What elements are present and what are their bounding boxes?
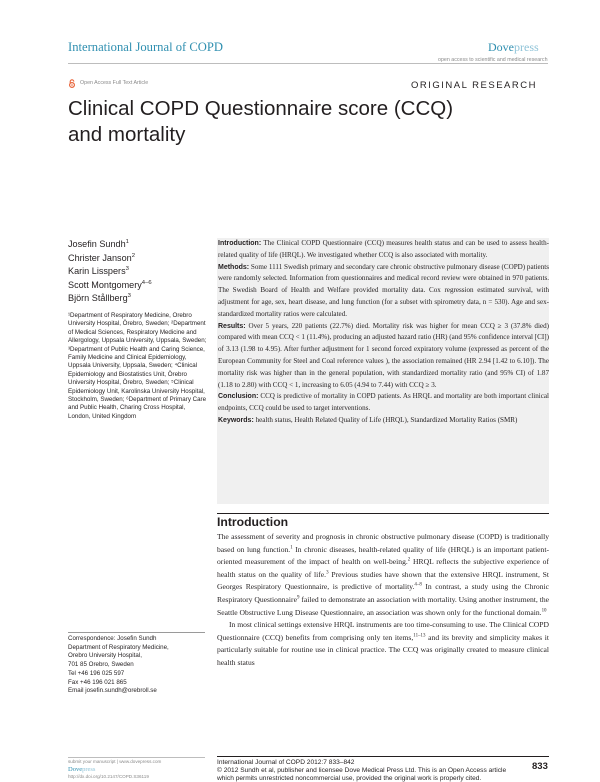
correspondence-divider [68, 632, 205, 633]
author: Christer Janson$^2$ [68, 252, 135, 263]
footer-divider-right [217, 756, 549, 757]
article-title [68, 96, 538, 148]
footer-license: which permits unrestricted noncommercial use, provided the original work is properly cited. [217, 775, 482, 782]
doi-link[interactable]: http://dx.doi.org/10.2147/COPD.S36119 [68, 774, 149, 779]
author: Karin Lisspers$^3$ [68, 265, 129, 276]
correspondence-line: Correspondence: Josefin Sundh [68, 635, 157, 642]
author: Björn Stållberg$^3$ [68, 292, 131, 303]
correspondence [68, 635, 208, 696]
introduction-body [217, 531, 549, 670]
citation-ref[interactable]: 10 [541, 608, 547, 614]
citation-ref[interactable]: 3 [326, 570, 329, 576]
author-list [68, 238, 152, 306]
article-title-line-2: and mortality [68, 123, 186, 146]
footer-divider-left [68, 757, 205, 758]
page-number: 833 [532, 761, 548, 772]
abstract-introduction: Introduction: The Clinical COPD Questionnaire (CCQ) measures health status and can be used to assess health-related quality of life (HRQL). We investigated whether CCQ is also associated with mortality. [218, 239, 549, 259]
abstract-conclusion: Conclusion: CCQ is predictive of mortality in COPD patients. As HRQL and mortality are both important clinical endpoints, CCQ could be used to target interventions. [218, 392, 549, 413]
footer-citation: International Journal of COPD 2012:7 833–842 [217, 759, 355, 766]
section-heading-introduction: Introduction [217, 515, 289, 529]
correspondence-line: Department of Respiratory Medicine, [68, 643, 169, 651]
paragraph: In most clinical settings extensive HRQL instruments are too time-consuming to use. The Clinical COPD Questionnaire (CCQ) benefits from comprising only ten items,$^{11-13}$ and its brevity and simplicity makes it particularly suitable for routine use in clinical practice. The CCQ was originally created to measure clinical health status [217, 620, 549, 667]
citation-ref[interactable]: 11–13 [413, 633, 426, 639]
correspondence-line: Tel +46 196 025 597 [68, 669, 125, 677]
correspondence-line: 701 85 Orebro, Sweden [68, 661, 134, 669]
abstract-box [217, 238, 549, 504]
footer-copyright: © 2012 Sundh et al, publisher and licensee Dove Medical Press Ltd. This is an Open Access article [217, 767, 507, 774]
citation-ref[interactable]: 4–8 [414, 582, 422, 588]
abstract-methods: Methods: Some 1111 Swedish primary and secondary care chronic obstructive pulmonary disease (COPD) patients were randomly selected. Information from questionnaires and medical record review were obtained in 970 patients. The Swedish Board of Health and Welfare provided mortality data. Cox regression estimated survival, with adjustment for age, sex, heart disease, and lung function (for a subset with spirometry data, n = 530). Age and sex-standardized mortality ratios were calculated. [218, 262, 549, 318]
header-divider [68, 63, 548, 64]
author: Josefin Sundh$^1$ [68, 238, 129, 249]
publisher-tagline: open access to scientific and medical research [438, 57, 548, 63]
citation-ref[interactable]: 9 [296, 595, 300, 601]
publisher-logo [488, 40, 539, 55]
article-type: ORIGINAL RESEARCH [411, 80, 537, 91]
citation-ref[interactable]: 1 [290, 545, 293, 551]
footer-left [68, 759, 161, 780]
abstract-results: Results: Over 5 years, 220 patients (22.7%) died. Mortality risk was higher for mean CCQ ≥ 3 (37.8% died) compared with mean CCQ < 1 (11.4%), producing an adjusted hazard ratio (HR) (and 95% confidence interval [CI]) of 3.13 (1.98 to 4.95). After further adjustment for 1 second forced expiratory volume (expressed as percent of the European Community for Steel and Coal reference values ), the association remained (HR 2.94 [1.42 to 6.10]). The mortality risk was higher than in the general population, with standardized mortality ratio (and 95% CI) of 1.87 (1.18 to 2.80) with CCQ < 1, increasing to 6.05 (4.94 to 7.44) with CCQ ≥ 3. [218, 321, 549, 389]
correspondence-line: Fax +46 196 021 865 [68, 678, 127, 686]
correspondence-email[interactable]: Email josefin.sundh@orebroll.se [68, 687, 157, 695]
abstract-keywords: Keywords: health status, Health Related Quality of Life (HRQL), Standardized Mortality Ratios (SMR) [218, 415, 518, 424]
citation-ref[interactable]: 2 [407, 557, 411, 563]
journal-name: International Journal of COPD [68, 40, 223, 54]
paragraph: The assessment of severity and prognosis in chronic obstructive pulmonary disease (COPD) is traditionally based on lung function.$^1$ In chronic diseases, health-related quality of life (HRQL) is an important patient-oriented measurement of the impact of health on well-being.$^2$ HRQL reflects the subjective experience of health status on the quality of life.$^3$ Previous studies have shown that the extensive HRQL instrument, St Georges Respiratory Questionnaire, is predictive of mortality.$^{4-8}$ In contrast, a study using the Chronic Respiratory Questionnaire$^9$ failed to demonstrate an association with mortality. Using another instrument, the Seattle Obstructive Lung Disease Questionnaire, an association was shown only for the functional domain.$^{10}$ [217, 532, 550, 617]
introduction-divider [217, 513, 549, 514]
publisher-logo-press: press [514, 40, 539, 54]
submit-manuscript-link[interactable]: submit your manuscript | www.dovepress.com [68, 759, 162, 764]
affiliations: ¹Department of Respiratory Medicine, Orebro University Hospital, Örebro, Sweden; ²Department of Medical Sciences, Respiratory Medicine and Allergology, Uppsala University, Uppsala, Sweden; ³Department of Public Health and Caring Science, Family Medicine and Clinical Epidemiology, Uppsala University, Uppsala, Sweden; ⁴Clinical Epidemiology and Biostatistics Unit, Örebro University Hospital, Örebro, Sweden; ⁵Clinical Epidemiology Unit, Karolinska University Hospital, Stockholm, Sweden; ⁶Department of Primary Care and Public Health, Charing Cross Hospital, London, United Kingdom [68, 312, 207, 420]
publisher-logo-dove: Dove [488, 40, 514, 54]
article-title-line-1: Clinical COPD Questionnaire score (CCQ) [68, 97, 454, 120]
correspondence-line: Orebro University Hospital, [68, 652, 142, 660]
author: Scott Montgomery$^{4-6}$ [68, 279, 152, 290]
open-access-label: Open Access Full Text Article [80, 80, 149, 86]
open-access-icon [68, 79, 76, 88]
footer-logo: Dovepress [68, 766, 96, 773]
